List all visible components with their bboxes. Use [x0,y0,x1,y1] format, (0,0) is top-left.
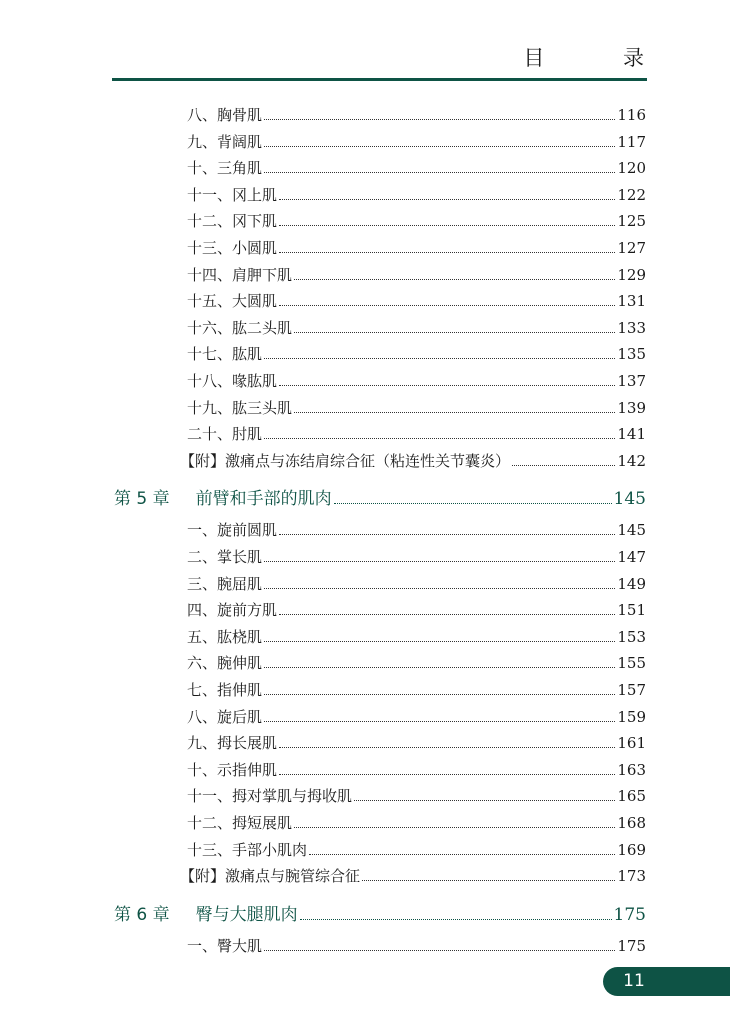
toc-entry-row[interactable] [187,839,646,861]
toc-entry-row[interactable] [187,264,646,286]
toc-entry-label: 二、掌长肌 [187,548,263,566]
toc-entry-label: 十四、肩胛下肌 [187,265,293,284]
dot-leader [264,640,615,642]
toc-entry-label: 七、指伸肌 [187,681,263,699]
toc-page-number: 139 [617,398,646,417]
dot-leader [279,613,615,615]
dot-leader [264,171,615,173]
toc-entry-label: 一、臀大肌 [187,936,263,955]
toc-page-number: 161 [617,734,646,753]
toc-entry-label: 三、腕屈肌 [187,574,263,593]
dot-leader [279,533,615,535]
toc-entry-label: 十九、肱三头肌 [187,398,293,417]
toc-entry-label: 十五、大圆肌 [187,292,278,311]
toc-entry-label: 十一、拇对掌肌与拇收肌 [187,787,353,806]
toc-entry-label: 【附】激痛点与腕管综合征 [180,867,361,886]
dot-leader [279,224,615,226]
dot-leader [264,560,615,562]
dot-leader [279,198,615,200]
dot-leader [264,587,615,589]
toc-entry-label: 十六、肱二头肌 [187,318,293,337]
dot-leader [334,502,612,504]
toc-page-number: 155 [617,654,646,673]
dot-leader [294,411,615,413]
toc-page-number: 131 [617,292,646,311]
toc-chapter-row[interactable] [114,900,646,925]
toc-page-number: 175 [617,936,646,955]
dot-leader [264,666,615,668]
toc-page-number: 120 [617,159,646,178]
toc-page-number: 145 [617,521,646,540]
toc-entry-row[interactable] [187,546,646,568]
toc-entry-row[interactable] [187,599,646,621]
dot-leader [279,251,615,253]
toc-page-number: 145 [613,489,646,510]
chapter-number: 第 6 章 [114,904,170,925]
toc-entry-row[interactable] [180,865,646,887]
toc-page-number: 169 [617,840,646,859]
chapter-title: 前臂和手部的肌肉 [195,489,332,510]
toc-page-number: 117 [617,132,646,151]
toc-entry-label: 十二、冈下肌 [187,212,278,231]
toc-entry-row[interactable] [187,812,646,834]
dot-leader [264,949,615,951]
toc-entry-row[interactable] [187,104,646,126]
dot-leader [264,693,615,695]
dot-leader [264,145,615,147]
toc-page-number: 159 [617,707,646,726]
toc-entry-row[interactable] [187,290,646,312]
toc-page-number: 135 [617,345,646,364]
toc-page-number: 168 [617,814,646,832]
toc-entry-label: 十三、手部小肌肉 [187,840,308,859]
toc-entry-row[interactable] [187,317,646,339]
toc-page-number: 149 [617,574,646,593]
dot-leader [354,799,615,801]
dot-leader [300,918,612,920]
toc-entry-row[interactable] [187,210,646,232]
toc-entry-label: 六、腕伸肌 [187,654,263,673]
toc-entry-label: 八、胸骨肌 [187,106,263,124]
toc-entry-row[interactable] [187,423,646,445]
toc-entry-row[interactable] [187,157,646,179]
toc-entry-row[interactable] [187,237,646,259]
dot-leader [512,464,615,466]
toc-entry-row[interactable] [180,450,646,472]
toc-page-number: 163 [617,760,646,779]
toc-entry-label: 九、背阔肌 [187,132,263,151]
toc-entry-row[interactable] [187,519,646,541]
dot-leader [279,384,615,386]
toc-entry-label: 十八、喙肱肌 [187,372,278,390]
toc-page-number: 157 [617,681,646,699]
chapter-number: 第 5 章 [114,489,170,510]
toc-page-number: 165 [617,787,646,806]
toc-entry-row[interactable] [187,652,646,674]
toc-entry-row[interactable] [187,573,646,595]
toc-page-number: 127 [617,239,646,257]
toc-entry-row[interactable] [187,370,646,392]
toc-page-number: 142 [617,451,646,470]
dot-leader [264,118,615,120]
toc-entry-row[interactable] [187,706,646,728]
toc-entry-label: 【附】激痛点与冻结肩综合征（粘连性关节囊炎） [180,451,511,470]
toc-entry-row[interactable] [187,732,646,754]
toc-entry-label: 五、肱桡肌 [187,627,263,646]
toc-page-number: 173 [617,867,646,886]
toc-chapter-row[interactable] [114,484,646,509]
dot-leader [362,879,615,881]
toc-entry-row[interactable] [187,397,646,419]
dot-leader [279,773,615,775]
toc-page-number: 137 [617,372,646,390]
dot-leader [279,746,615,748]
toc-entry-label: 十七、肱肌 [187,345,263,364]
toc-entry-label: 十、三角肌 [187,159,263,178]
toc-entry-label: 九、拇长展肌 [187,734,278,753]
toc-page-number: 133 [617,318,646,337]
dot-leader [264,437,615,439]
toc-entry-row[interactable] [187,131,646,153]
toc-page-number: 147 [617,548,646,566]
chapter-title: 臀与大腿肌肉 [195,904,298,925]
toc-entry-label: 十二、拇短展肌 [187,814,293,832]
toc-page-number: 122 [617,185,646,204]
toc-entry-row[interactable] [187,759,646,781]
toc-page-number: 116 [617,106,646,124]
toc-page-number: 129 [617,265,646,284]
dot-leader [309,853,615,855]
toc-page-number: 141 [617,425,646,444]
toc-entry-row[interactable] [187,343,646,365]
toc-entry-row[interactable] [187,184,646,206]
toc-entry-label: 一、旋前圆肌 [187,521,278,540]
toc-entry-label: 八、旋后肌 [187,707,263,726]
toc-page-number: 175 [613,904,646,925]
toc-page-number: 153 [617,627,646,646]
toc-page-number: 125 [617,212,646,231]
toc-entry-row[interactable] [187,785,646,807]
dot-leader [279,304,615,306]
page-number: 11 [623,971,645,991]
header-rule [112,78,647,81]
dot-leader [264,357,615,359]
toc-entry-row[interactable] [187,935,646,957]
toc-entry-row[interactable] [187,626,646,648]
toc-entry-label: 十一、冈上肌 [187,185,278,204]
page-header-title: 目 录 [523,46,680,70]
dot-leader [294,331,615,333]
toc-entry-row[interactable] [187,679,646,701]
toc-entry-label: 十三、小圆肌 [187,239,278,257]
toc-entry-label: 十、示指伸肌 [187,760,278,779]
toc-page-number: 151 [617,601,646,620]
dot-leader [294,278,615,280]
toc-entry-label: 四、旋前方肌 [187,601,278,620]
toc-entry-label: 二十、肘肌 [187,425,263,444]
dot-leader [264,720,615,722]
dot-leader [294,826,615,828]
